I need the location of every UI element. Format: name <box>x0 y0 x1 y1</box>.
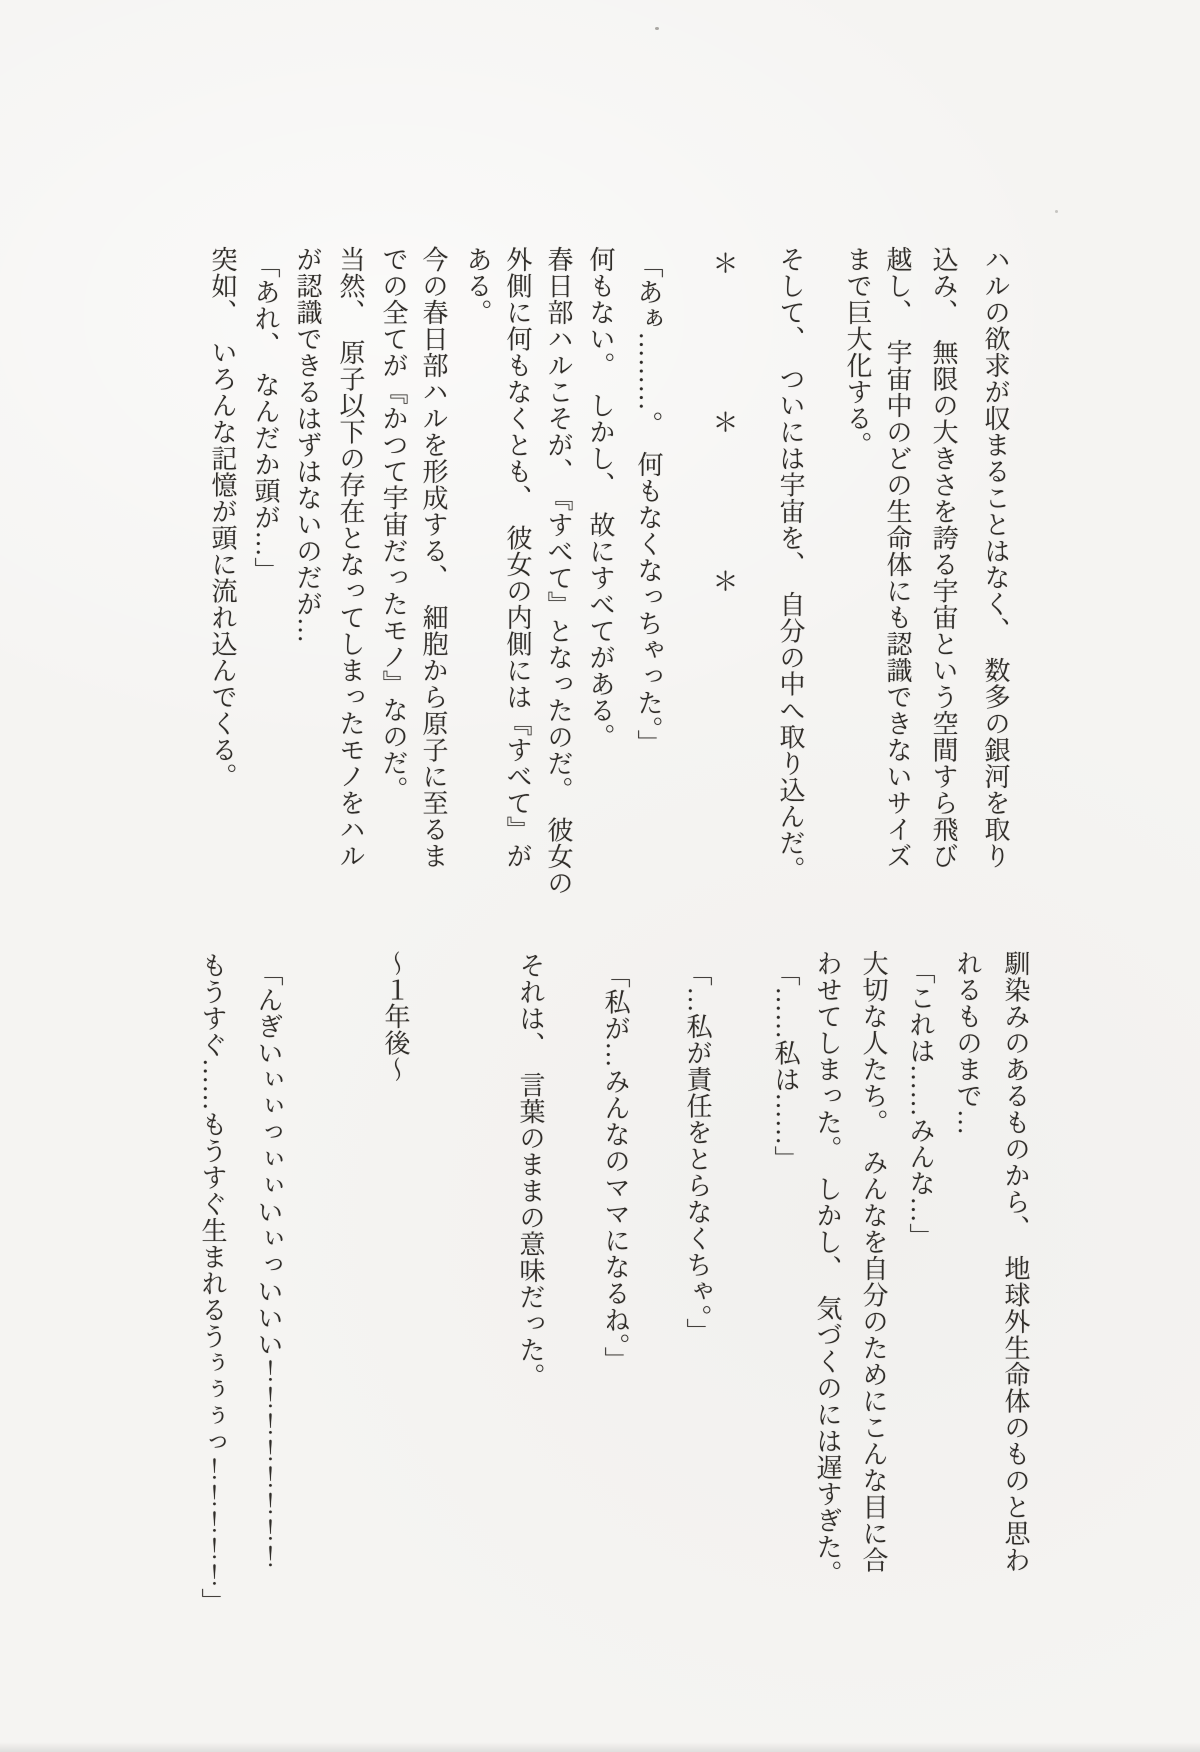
narration-column: わせてしまった。 しかし、 気づくのには遅すぎた。 <box>813 950 842 1587</box>
scan-edge-shadow <box>0 1742 1200 1752</box>
narration-column: 外側に何もなくとも、 彼女の内側には『すべて』が <box>503 246 532 869</box>
scan-speck <box>655 27 659 30</box>
narration-column: 突如、 いろんな記憶が頭に流れ込んでくる。 <box>208 246 237 790</box>
narration-column: まで巨大化する。 <box>843 246 872 458</box>
scan-speck <box>1055 210 1058 213</box>
dialogue-column: 「んぎいぃぃっぃぃいぃっいいい！！！！！！！！ <box>254 960 283 1570</box>
narration-column: が認識できるはずはないのだが… <box>293 246 322 644</box>
narration-column: 当然、 原子以下の存在となってしまったモノをハル <box>336 246 365 869</box>
narration-column: 大切な人たち。 みんなを自分のためにこんな目に合 <box>859 950 888 1573</box>
narration-column: での全てが『かつて宇宙だったモノ』なのだ。 <box>379 246 408 803</box>
dialogue-column: 「私が…みんなのママになるね。」 <box>601 962 630 1373</box>
narration-column: 馴染みのあるものから、 地球外生命体のものと思わ <box>1001 950 1030 1573</box>
narration-column: そして、 ついには宇宙を、 自分の中へ取り込んだ。 <box>776 246 805 883</box>
dialogue-column: 「あれ、 なんだか頭が…」 <box>251 252 280 584</box>
narration-column: それは、 言葉のままの意味だった。 <box>516 952 545 1390</box>
narration-column: 何もない。 しかし、 故にすべてがある。 <box>586 246 615 750</box>
asterisk-separator: ＊ ＊ ＊ <box>709 250 738 595</box>
dialogue-column: 「……私は……」 <box>771 960 800 1172</box>
dialogue-column: もうすぐ……もうすぐ生まれるうぅぅぅっ！！！！！」 <box>198 952 227 1615</box>
dialogue-column: 「あぁ………。 何もなくなっちゃった。」 <box>634 252 663 756</box>
narration-column: 春日部ハルこそが、 『すべて』となったのだ。 彼女の <box>544 246 573 896</box>
narration-column: 込み、 無限の大きさを誇る宇宙という空間すら飛び <box>929 246 958 869</box>
narration-column: ある。 <box>463 246 492 326</box>
narration-column: ハルの欲求が収まることはなく、 数多の銀河を取り <box>981 246 1010 869</box>
narration-column: 越し、 宇宙中のどの生命体にも認識できないサイズ <box>883 246 912 869</box>
dialogue-column: 「これは……みんな…」 <box>906 958 935 1250</box>
narration-column: 今の春日部ハルを形成する、 細胞から原子に至るま <box>419 246 448 869</box>
dialogue-column: 「…私が責任をとらなくちゃ。」 <box>683 960 712 1345</box>
time-skip-label: ～１年後～ <box>381 950 410 1083</box>
narration-column: れるものまで… <box>953 950 982 1136</box>
